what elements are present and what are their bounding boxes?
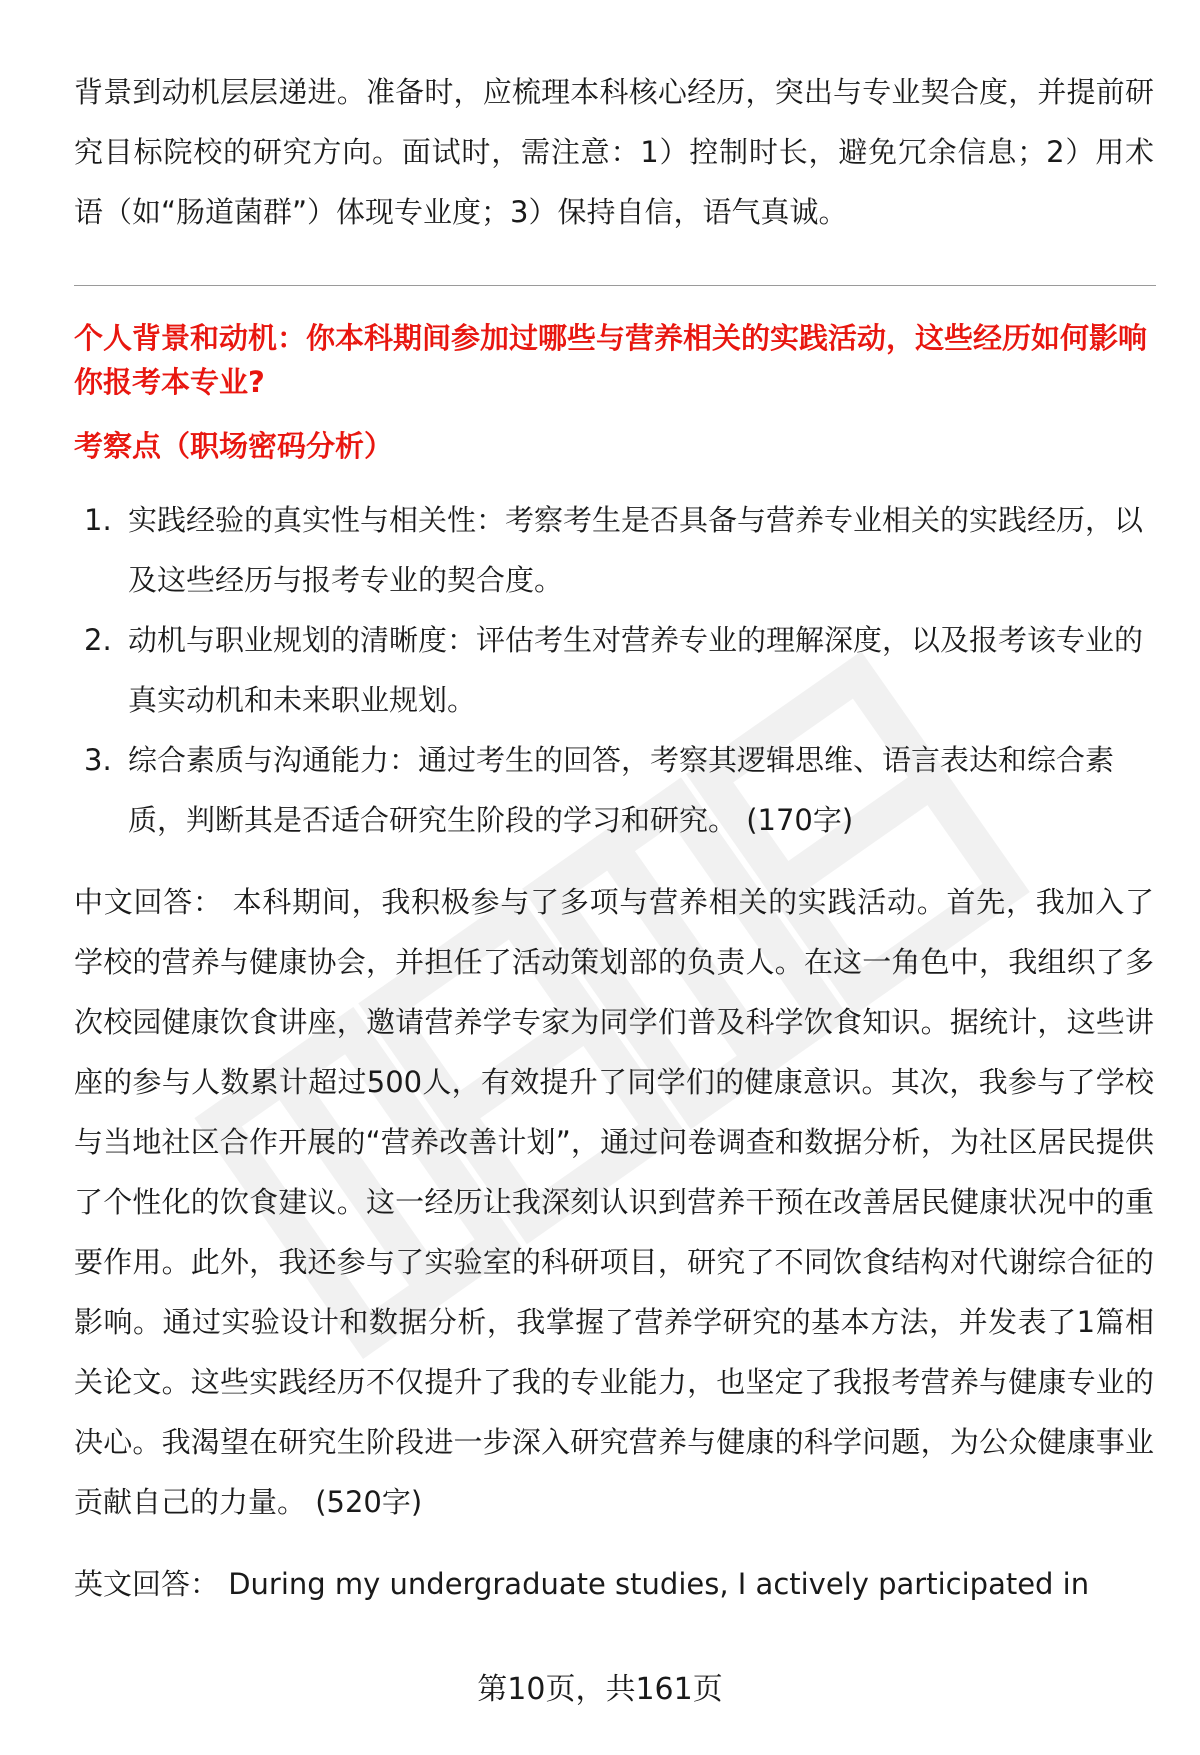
analysis-list (74, 490, 1154, 850)
list-item-text: 动机与职业规划的清晰度：评估考生对营养专业的理解深度，以及报考该专业的真实动机和未来职业规划。 (128, 623, 1144, 717)
list-item-number: 2. (84, 623, 112, 657)
list-item-number: 3. (84, 743, 112, 777)
intro-paragraph: 背景到动机层层递进。准备时，应梳理本科核心经历，突出与专业契合度，并提前研究目标院校的研究方向。面试时，需注意：1）控制时长，避免冗余信息；2）用术语（如“肠道菌群”）体现专业度；3）保持自信，语气真诚。 (74, 75, 1154, 229)
list-item-text: 实践经验的真实性与相关性：考察考生是否具备与营养专业相关的实践经历，以及这些经历与报考专业的契合度。 (128, 503, 1144, 597)
section-divider (74, 285, 1156, 286)
list-item (74, 610, 1154, 730)
chinese-answer: 中文回答： 本科期间，我积极参与了多项与营养相关的实践活动。首先，我加入了学校的营养与健康协会，并担任了活动策划部的负责人。在这一角色中，我组织了多次校园健康饮食讲座，邀请营养学专家为同学们普及科学饮食知识。据统计，这些讲座的参与人数累计超过500人，有效提升了同学们的健康意识。其次，我参与了学校与当地社区合作开展的“营养改善计划”，通过问卷调查和数据分析，为社区居民提供了个性化的饮食建议。这一经历让我深刻认识到营养干预在改善居民健康状况中的重要作用。此外，我还参与了实验室的科研项目，研究了不同饮食结构对代谢综合征的影响。通过实验设计和数据分析，我掌握了营养学研究的基本方法，并发表了1篇相关论文。这些实践经历不仅提升了我的专业能力，也坚定了我报考营养与健康专业的决心。我渴望在研究生阶段进一步深入研究营养与健康的科学问题，为公众健康事业贡献自己的力量。 (520字) (74, 885, 1154, 1519)
list-item-text: 综合素质与沟通能力：通过考生的回答，考察其逻辑思维、语言表达和综合素质，判断其是否适合研究生阶段的学习和研究。 (170字) (128, 743, 1115, 837)
list-item (74, 490, 1154, 610)
page-content (74, 62, 1154, 1614)
list-item-number: 1. (84, 503, 112, 537)
analysis-heading: 考察点（职场密码分析） (74, 429, 394, 463)
page-footer: 第10页，共161页 (477, 1672, 723, 1707)
list-item (74, 730, 1154, 850)
english-answer: 英文回答： During my undergraduate studies, I actively participated in (74, 1567, 1090, 1601)
question-title: 个人背景和动机：你本科期间参加过哪些与营养相关的实践活动，这些经历如何影响你报考本专业? (74, 321, 1148, 399)
